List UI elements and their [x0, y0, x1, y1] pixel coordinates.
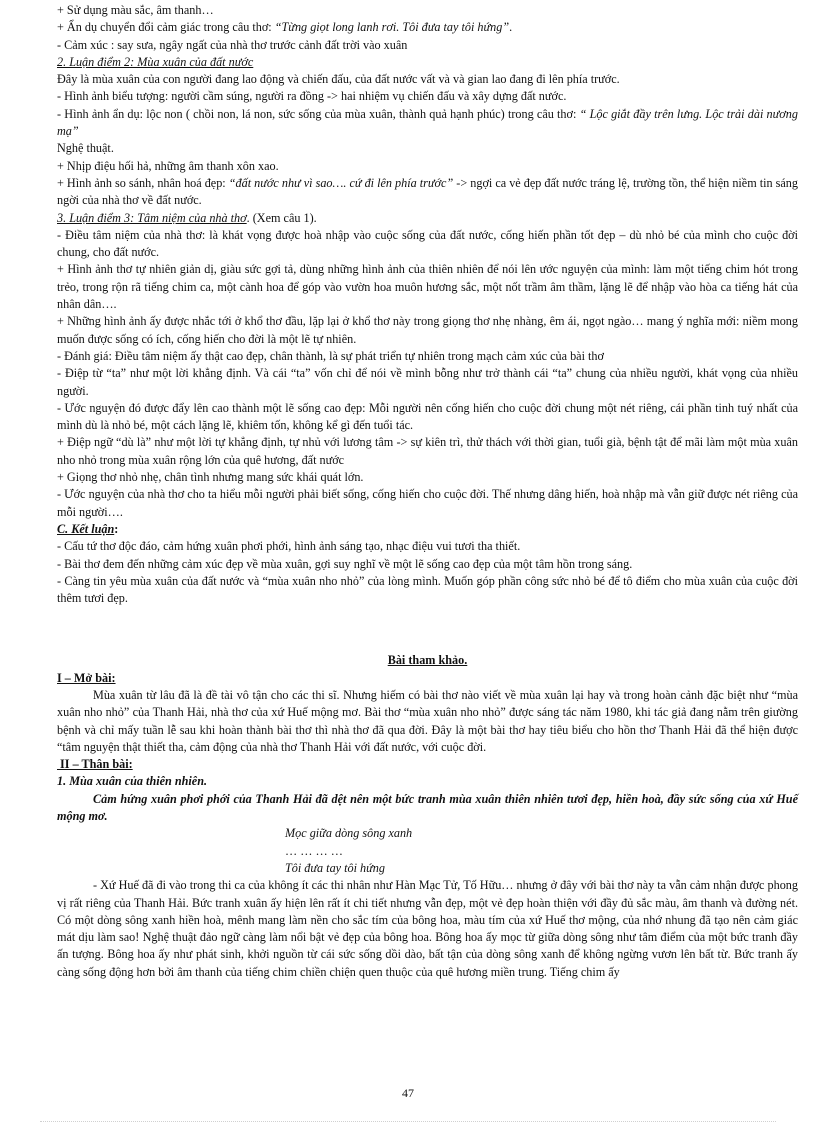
paragraph: + Nhịp điệu hối hả, những âm thanh xôn xao.	[57, 158, 279, 173]
paragraph: Nghệ thuật.	[57, 141, 114, 156]
page-border	[40, 1121, 776, 1122]
paragraph: - Đánh giá: Điều tâm niệm ấy thật cao đẹp, chân thành, là sự phát triển tự nhiên trong mạch cảm xúc của bài thơ	[57, 348, 604, 363]
paragraph: + Hình ảnh so sánh, nhân hoá đẹp: “đất nước như vì sao…. cứ đi lên phía trước” -> ngợi ca vẻ đẹp đất nước tráng lệ, trường tồn, thể hiện niềm tin sáng ngời của nhà thơ về đất nước.	[57, 175, 798, 208]
paragraph: - Điều tâm niệm của nhà thơ: là khát vọng được hoà nhập vào cuộc sống của đất nước, cống hiến phần tốt đẹp – dù nhỏ bé của mình cho cuộc đời chung, cho đất nước.	[57, 227, 798, 260]
section-heading: II – Thân bài:	[57, 757, 133, 772]
paragraph: - Hình ảnh biểu tượng: người cầm súng, người ra đồng -> hai nhiệm vụ chiến đấu và xây dựng đất nước.	[57, 89, 567, 104]
paragraph: + Giọng thơ nhỏ nhẹ, chân tình nhưng mang sức khái quát lớn.	[57, 470, 364, 485]
poem-line: Tôi đưa tay tôi hứng	[285, 860, 385, 875]
paragraph: Cảm hứng xuân phơi phới của Thanh Hải đã dệt nên một bức tranh mùa xuân thiên nhiên tươi đẹp, hiền hoà, đầy sức sống của xứ Huế mộng mơ.	[57, 791, 798, 824]
paragraph: Mùa xuân từ lâu đã là đề tài vô tận cho các thi sĩ. Nhưng hiếm có bài thơ nào viết về mùa xuân lại hay và trong hoàn cảnh đặc biệt như “mùa xuân nho nhỏ” của Thanh Hải, nhà thơ của xứ Huế mộng mơ. Bài thơ “mùa xuân nho nhỏ” được sáng tác năm 1980, khi tác giả đang nằm trên giường bệnh và chỉ mấy tuần lễ sau khi hoàn thành bài thơ thì nhà thơ đã qua đời. Đây là một bài thơ hay tiêu biểu cho hồn thơ Thanh Hải đã thể hiện được “tâm nguyện thật thiết tha, cảm động của nhà thơ Thanh Hải với đất nước, với cuộc đời.	[57, 687, 798, 754]
paragraph: - Ước nguyện đó được đẩy lên cao thành một lẽ sống cao đẹp: Mỗi người nên cống hiến cho cuộc đời chung một nét riêng, cái phần tinh tuý nhất của mình dù là nhỏ bé, một cách lặng lẽ, khiêm tốn, không kể gì đến tuổi tác.	[57, 400, 798, 433]
paragraph: - Ước nguyện của nhà thơ cho ta hiểu mỗi người phải biết sống, cống hiến cho cuộc đời. Thế nhưng dâng hiến, hoà nhập mà vẫn giữ được nét riêng của mỗi người….	[57, 487, 798, 519]
paragraph: Đây là mùa xuân của con người đang lao động và chiến đấu, của đất nước vất và và gian lao đang đi lên phía trước.	[57, 72, 620, 87]
spacer	[57, 607, 798, 652]
section-heading: 2. Luận điểm 2: Mùa xuân của đất nước	[57, 54, 254, 69]
poem-quote: “Từng giọt long lanh rơi. Tôi đưa tay tôi hứng”	[274, 20, 510, 35]
paragraph: - Hình ảnh ẩn dụ: lộc non ( chồi non, lá non, sức sống của mùa xuân, thành quả hạnh phúc) trong câu thơ: “ Lộc giắt đầy trên lưng. Lộc trải dài nương mạ”	[57, 106, 798, 139]
page-title: Bài tham khảo.	[387, 653, 468, 668]
paragraph: + Những hình ảnh ấy được nhắc tới ở khổ thơ đầu, lặp lại ở khổ thơ này trong giọng thơ nhẹ nhàng, êm ái, ngọt ngào… mang ý nghĩa mới: niềm mong muốn được sống có ích, cống hiến cho đời là một lẽ tự nhiên.	[57, 314, 798, 346]
section-heading: I – Mở bài:	[57, 670, 116, 685]
section-heading: C. Kết luận:	[57, 521, 119, 536]
poem-line: … … … …	[285, 843, 343, 858]
text-line: + Ẩn dụ chuyển đổi cảm giác trong câu thơ: “Từng giọt long lanh rơi. Tôi đưa tay tôi hứng”.	[57, 20, 513, 35]
text-line: - Cảm xúc : say sưa, ngây ngất của nhà thơ trước cảnh đất trời vào xuân	[57, 37, 408, 52]
poem-quote: “ Lộc giắt đầy trên lưng. Lộc trải dài nương mạ”	[57, 106, 798, 139]
paragraph: + Điệp ngữ “dù là” như một lời tự khẳng định, tự nhủ với lương tâm -> sự kiên trì, thử thách với thời gian, tuổi già, bệnh tật để mãi làm một mùa xuân nho nhỏ trong mùa xuân rộng lớn của quê hương, đất nước	[57, 435, 798, 467]
paragraph: - Càng tin yêu mùa xuân của đất nước và “mùa xuân nho nhỏ” của lòng mình. Muốn góp phần công sức nhỏ bé để tô điểm cho mùa xuân của cuộc đời thêm tươi đẹp.	[57, 573, 798, 606]
paragraph: + Hình ảnh thơ tự nhiên giản dị, giàu sức gợi tả, dùng những hình ảnh của thiên nhiên để nói lên ước nguyện của mình: làm một tiếng chim hót trong trẻo, trong rộn rã tiếng chim ca, một cành hoa để góp vào vườn hoa muôn hương sắc, một nốt trầm âm thầm, lặng lẽ để nhập vào hòa ca tiếng hát của nhân dân….	[57, 262, 798, 312]
paragraph: - Cấu tứ thơ độc đáo, cảm hứng xuân phơi phới, hình ảnh sáng tạo, nhạc điệu vui tươi tha thiết.	[57, 539, 521, 554]
poem-line: Mọc giữa dòng sông xanh	[285, 826, 413, 841]
paragraph: - Điệp từ “ta” như một lời khẳng định. Và cái “ta” vốn chỉ để nói về mình bỗng như trở thành cái “ta” chung của nhiều người, khát vọng của nhiều người.	[57, 366, 798, 398]
text-line: + Sử dụng màu sắc, âm thanh…	[57, 3, 214, 17]
document-page	[57, 2, 798, 981]
section-heading: 1. Mùa xuân của thiên nhiên.	[57, 774, 208, 789]
paragraph: - Xứ Huế đã đi vào trong thi ca của không ít các thi nhân như Hàn Mạc Tử, Tố Hữu… nhưng ở đây với bài thơ này ta vẫn cảm nhận được phong vị rất riêng của Thanh Hải. Bức tranh xuân ấy hiện lên rất ít chi tiết nhưng vẫn đẹp, một vẻ đẹp hoàn thiện với đầy đủ sắc màu, âm thanh và đường nét. Có một dòng sông xanh hiền hoà, mênh mang làm nền cho sắc tím của bông hoa, màu tím của xứ Huế thơ mộng, của nhớ nhung đã tạo nên cảm giác mát dịu làm sao! Nghệ thuật đảo ngữ càng làm nổi bật vẻ đẹp của bông hoa. Bông hoa ấy mọc từ giữa dòng sông như tâm điểm của một bức tranh đầy ấn tượng. Bông hoa ấy như phát sinh, khởi nguồn từ cái sức sống dồi dào, bất tận của dòng sông xanh để không ngừng vươn lên bất từ. Bức tranh ấy càng sống động hơn bởi âm thanh của tiếng chim chiền chiện quen thuộc của quê hương miền trung. Tiếng chim ấy	[57, 878, 798, 979]
poem-quote: “đất nước như vì sao…. cứ đi lên phía trước”	[228, 175, 454, 190]
paragraph: - Bài thơ đem đến những cảm xúc đẹp về mùa xuân, gợi suy nghĩ về một lẽ sống cao đẹp của một tâm hồn trong sáng.	[57, 556, 633, 571]
page-number: 47	[402, 1086, 414, 1100]
section-heading: 3. Luận điểm 3: Tâm niệm của nhà thơ. (Xem câu 1).	[57, 210, 317, 225]
